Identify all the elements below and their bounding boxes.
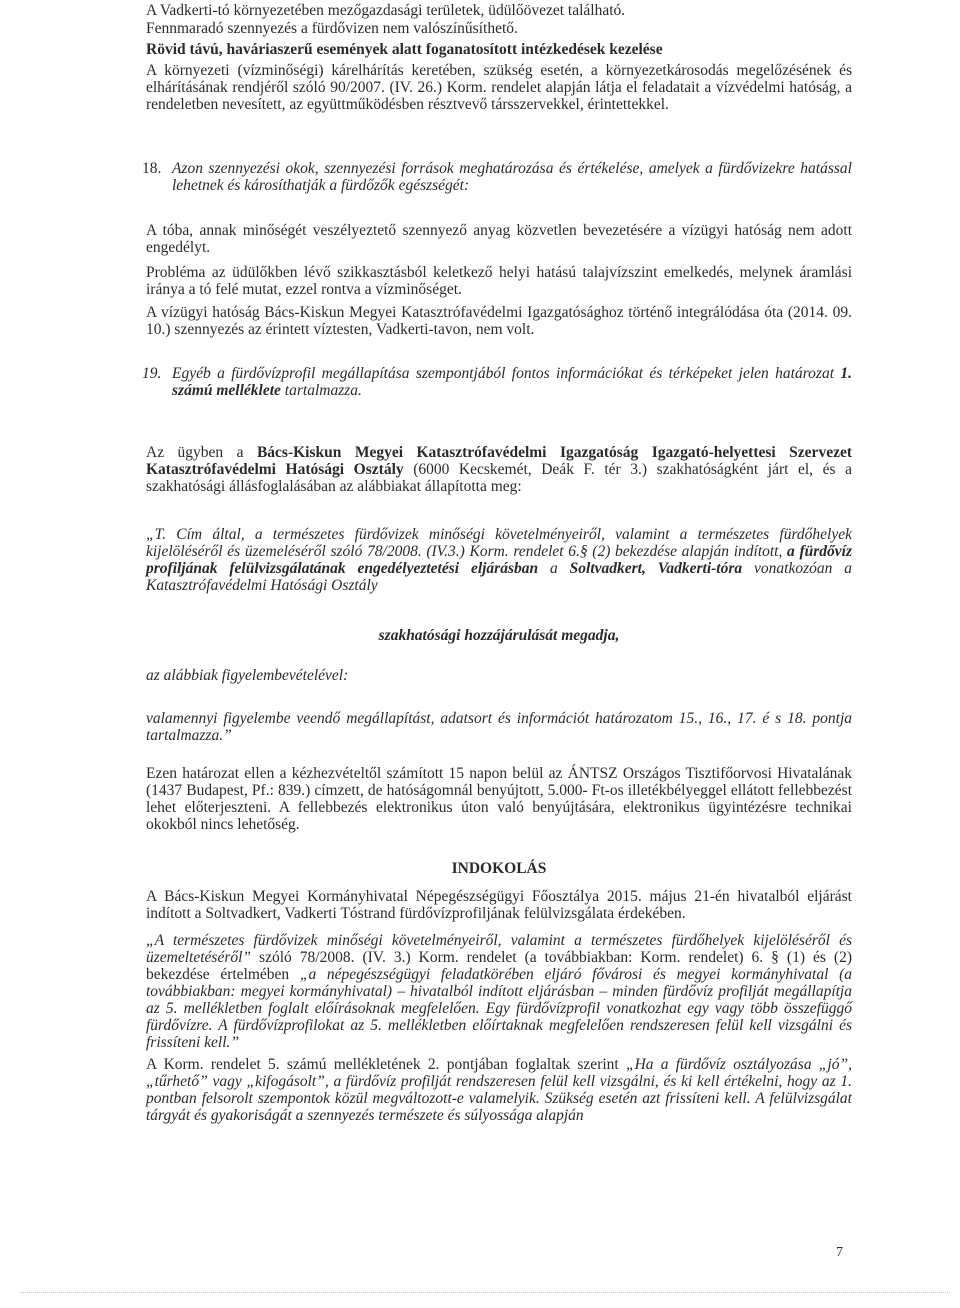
quote-1-closing: valamennyi figyelembe veendő megállapítást, adatsort és információt határozatom 15., 16., 17. é s 18. pontja tartalmazza.” bbox=[146, 710, 852, 744]
scan-edge-divider bbox=[20, 1292, 950, 1293]
authority-name: Bács-Kiskun Megyei Katasztrófavédelmi Igazgatóság Igazgató-helyettesi Szervezet Katasztrófavédelmi Hatósági Osztály bbox=[146, 444, 852, 478]
short-term-heading: Rövid távú, haváriaszerű események alatt foganatosított intézkedések kezelése bbox=[146, 41, 663, 58]
item-19-number: 19. bbox=[142, 365, 162, 382]
justification-p2-quote: „a népegészségügyi feladatkörében eljáró fővárosi és megyei kormányhivatal (a továbbiakban: megyei kormányhivatal) – hivatalból indított eljárásban – minden fürdővíz profilját megállapítja az 5. mellékletben foglalt előírásoknak megfelelően. Egy fürdővízprofil vonatkozhat egy vagy több összefüggő fürdővízre. A fürdővízprofilokat az 5. mellékletben előírtaknak megfelelően rendszeresen felül kell vizsgálni és frissíteni kell.” bbox=[146, 966, 852, 1051]
quote-1-procedure: a fürdővíz profiljának felülvizsgálatának engedélyeztetési eljárásban bbox=[146, 543, 852, 577]
quote-1-mid: a bbox=[538, 560, 570, 577]
item-18-heading: Azon szennyezési okok, szennyezési források meghatározása és értékelése, amelyek a fürdővizekre hatással lehetnek és károsíthatják a fürdőzők egészségét: bbox=[172, 160, 852, 194]
quote-1-pre: „T. Cím által, a természetes fürdővizek minőségi követelményeiről, valamint a természetes fürdőhelyek kijelöléséről és üzemeléséről szóló 78/2008. (IV.3.) Korm. rendelet 6.§ (2) bekezdése alapján indított, bbox=[146, 526, 852, 560]
justification-heading: INDOKOLÁS bbox=[451, 860, 547, 877]
item-19-text-pre: Egyéb a fürdővízprofil megállapítása szempontjából fontos információkat és térképeket jelen határozat bbox=[172, 365, 841, 382]
item-18-paragraph-1: A tóba, annak minőségét veszélyeztető szennyező anyag közvetlen bevezetésére a vízügyi hatóság nem adott engedélyt. bbox=[146, 222, 852, 256]
item-19-annex-ref: 1. számú melléklete bbox=[172, 365, 852, 399]
justification-p2-regular: szóló 78/2008. (IV. 3.) Korm. rendelet (a továbbiakban: Korm. rendelet) 6. § (1) és (2) bekezdése értelmében bbox=[146, 949, 852, 983]
consent-line: szakhatósági hozzájárulását megadja, bbox=[378, 627, 620, 644]
item-18-paragraph-3: A vízügyi hatóság Bács-Kiskun Megyei Katasztrófavédelmi Igazgatósághoz történő integrálódása óta (2014. 09. 10.) szennyezés az érintett víztesten, Vadkerti-tavon, nem volt. bbox=[146, 304, 852, 338]
authority-post: (6000 Kecskemét, Deák F. tér 3.) szakhatóságként járt el, és a szakhatósági állásfoglalásában az alábbiakat állapította meg: bbox=[146, 461, 852, 495]
authority-pre: Az ügyben a bbox=[146, 444, 257, 461]
conditions-line: az alábbiak figyelembevételével: bbox=[146, 667, 349, 684]
quote-1-location: Soltvadkert, Vadkerti-tóra bbox=[569, 560, 743, 577]
quote-1-paragraph bbox=[146, 526, 852, 594]
justification-p3-quote: „Ha a fürdővíz osztályozása „jó”, „tűrhető” vagy „kifogásolt”, a fürdővíz profilját rendszeresen felül kell vizsgálni, és ki kell értékelni, hogy az 1. pontban felsorolt szempontok közül megváltozott-e valamelyik. Szükség esetén azt frissíteni kell. A felülvizsgálat tárgyát és gyakoriságát a szennyezés természete és súlyossága alapján bbox=[146, 1056, 852, 1124]
justification-paragraph-2 bbox=[146, 932, 852, 1051]
top-line-1: A Vadkerti-tó környezetében mezőgazdasági területek, üdülőövezet található. bbox=[146, 2, 626, 19]
top-line-2: Fennmaradó szennyezés a fürdővizen nem valószínűsíthető. bbox=[146, 20, 518, 37]
item-18-number: 18. bbox=[142, 160, 162, 177]
page-number: 7 bbox=[836, 1245, 843, 1260]
item-19-text-post: tartalmazza. bbox=[280, 382, 362, 399]
quote-1-post: vonatkozóan a Katasztrófavédelmi Hatósági Osztály bbox=[146, 560, 852, 594]
justification-p2-quote-title: „A természetes fürdővizek minőségi követelményeiről, valamint a természetes fürdőhelyek kijelöléséről és üzemeltetéséről” bbox=[146, 932, 852, 966]
item-19-wrap bbox=[142, 365, 852, 399]
authority-paragraph bbox=[146, 444, 852, 495]
justification-paragraph-3 bbox=[146, 1056, 852, 1124]
short-term-body: A környezeti (vízminőségi) kárelhárítás keretében, szükség esetén, a környezetkárosodás megelőzésének és elhárításának rendjéről szóló 90/2007. (IV. 26.) Korm. rendelet alapján látja el feladatait a vízvédelmi hatóság, a rendeletben nevesített, az együttműködésben résztvevő társszervekkel, érintettekkel. bbox=[146, 62, 852, 113]
appeal-paragraph: Ezen határozat ellen a kézhezvételtől számított 15 napon belül az ÁNTSZ Országos Tisztifőorvosi Hivatalának (1437 Budapest, Pf.: 839.) címzett, de hatóságomnál benyújtott, 5.000- Ft-os illetékbélyeggel ellátott fellebbezést lehet előterjeszteni. A fellebbezés elektronikus úton való benyújtására, elektronikus ügyintézésre technikai okokból nincs lehetőség. bbox=[146, 765, 852, 833]
item-18-heading-wrap bbox=[142, 160, 852, 194]
item-18-paragraph-2: Probléma az üdülőkben lévő szikkasztásból keletkező helyi hatású talajvízszint emelkedés, melynek áramlási iránya a tó felé mutat, ezzel rontva a vízminőséget. bbox=[146, 264, 852, 298]
justification-paragraph-1: A Bács-Kiskun Megyei Kormányhivatal Népegészségügyi Főosztálya 2015. május 21-én hivatalból eljárást indított a Soltvadkert, Vadkerti Tóstrand fürdővízprofiljának felülvizsgálata érdekében. bbox=[146, 888, 852, 922]
justification-p3-regular: A Korm. rendelet 5. számú mellékletének 2. pontjában foglaltak szerint bbox=[146, 1056, 626, 1073]
item-19-text bbox=[172, 365, 852, 399]
